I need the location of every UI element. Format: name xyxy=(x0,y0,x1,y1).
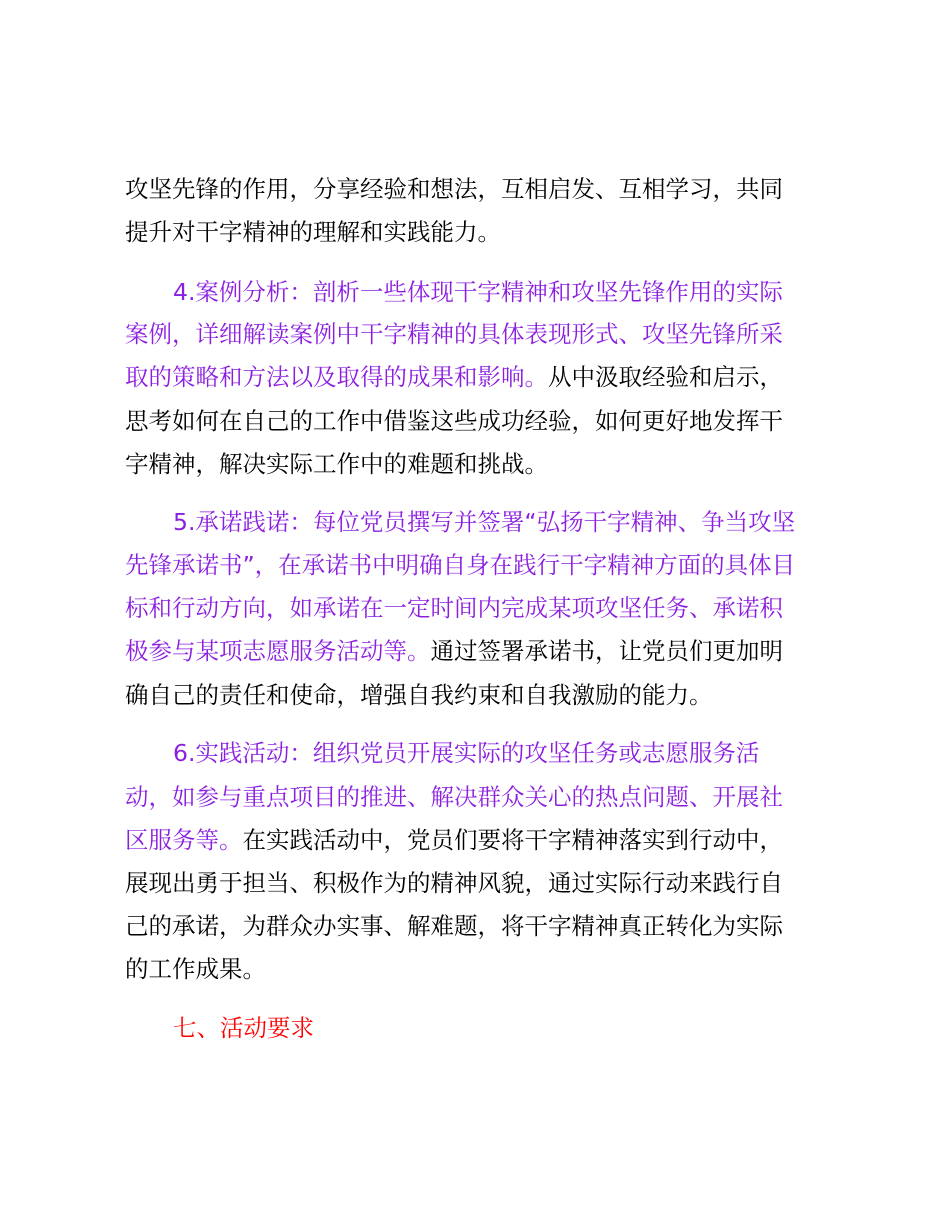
item-4-line-3-rest: 从中汲取经验和启示， xyxy=(548,363,783,391)
item-6-line-5: 己的承诺，为群众办实事、解难题，将干字精神真正转化为实际 xyxy=(125,912,783,940)
section-heading: 七、活动要求 xyxy=(173,1014,314,1042)
item-5-line-4 xyxy=(125,635,783,667)
item-6-line-3-rest: 在实践活动中，党员们要将干字精神落实到行动中， xyxy=(242,826,783,854)
paragraph-continuation-line-1: 攻坚先锋的作用，分享经验和想法，互相启发、互相学习，共同 xyxy=(125,175,783,203)
item-6-line-6: 的工作成果。 xyxy=(125,955,266,983)
item-4-line-1: 4.案例分析：剖析一些体现干字精神和攻坚先锋作用的实际 xyxy=(173,278,783,306)
item-4-line-3 xyxy=(125,361,783,393)
item-5-line-5: 确自己的责任和使命，增强自我约束和自我激励的能力。 xyxy=(125,681,713,709)
item-5-line-3: 标和行动方向，如承诺在一定时间内完成某项攻坚任务、承诺积 xyxy=(125,594,783,622)
item-6-line-4: 展现出勇于担当、积极作为的精神风貌，通过实际行动来践行自 xyxy=(125,869,783,897)
item-5-line-4-rest: 通过签署承诺书，让党员们更加明 xyxy=(430,637,783,665)
paragraph-continuation-line-2: 提升对干字精神的理解和实践能力。 xyxy=(125,218,501,246)
item-4-line-3-highlight: 取的策略和方法以及取得的成果和影响。 xyxy=(125,363,548,391)
item-4-line-4: 思考如何在自己的工作中借鉴这些成功经验，如何更好地发挥干 xyxy=(125,407,783,435)
item-5-line-1: 5.承诺践诺：每位党员撰写并签署“弘扬干字精神、争当攻坚 xyxy=(173,508,796,536)
item-6-line-2: 动，如参与重点项目的推进、解决群众关心的热点问题、开展社 xyxy=(125,783,783,811)
item-5-line-4-highlight: 极参与某项志愿服务活动等。 xyxy=(125,637,431,665)
item-6-line-3-highlight: 区服务等。 xyxy=(125,826,243,854)
item-4-line-2: 案例，详细解读案例中干字精神的具体表现形式、攻坚先锋所采 xyxy=(125,320,783,348)
item-6-line-3 xyxy=(125,824,783,856)
item-6-line-1: 6.实践活动：组织党员开展实际的攻坚任务或志愿服务活 xyxy=(173,739,760,767)
item-5-line-2: 先锋承诺书”，在承诺书中明确自身在践行干字精神方面的具体目 xyxy=(125,551,796,579)
item-4-line-5: 字精神，解决实际工作中的难题和挑战。 xyxy=(125,450,548,478)
